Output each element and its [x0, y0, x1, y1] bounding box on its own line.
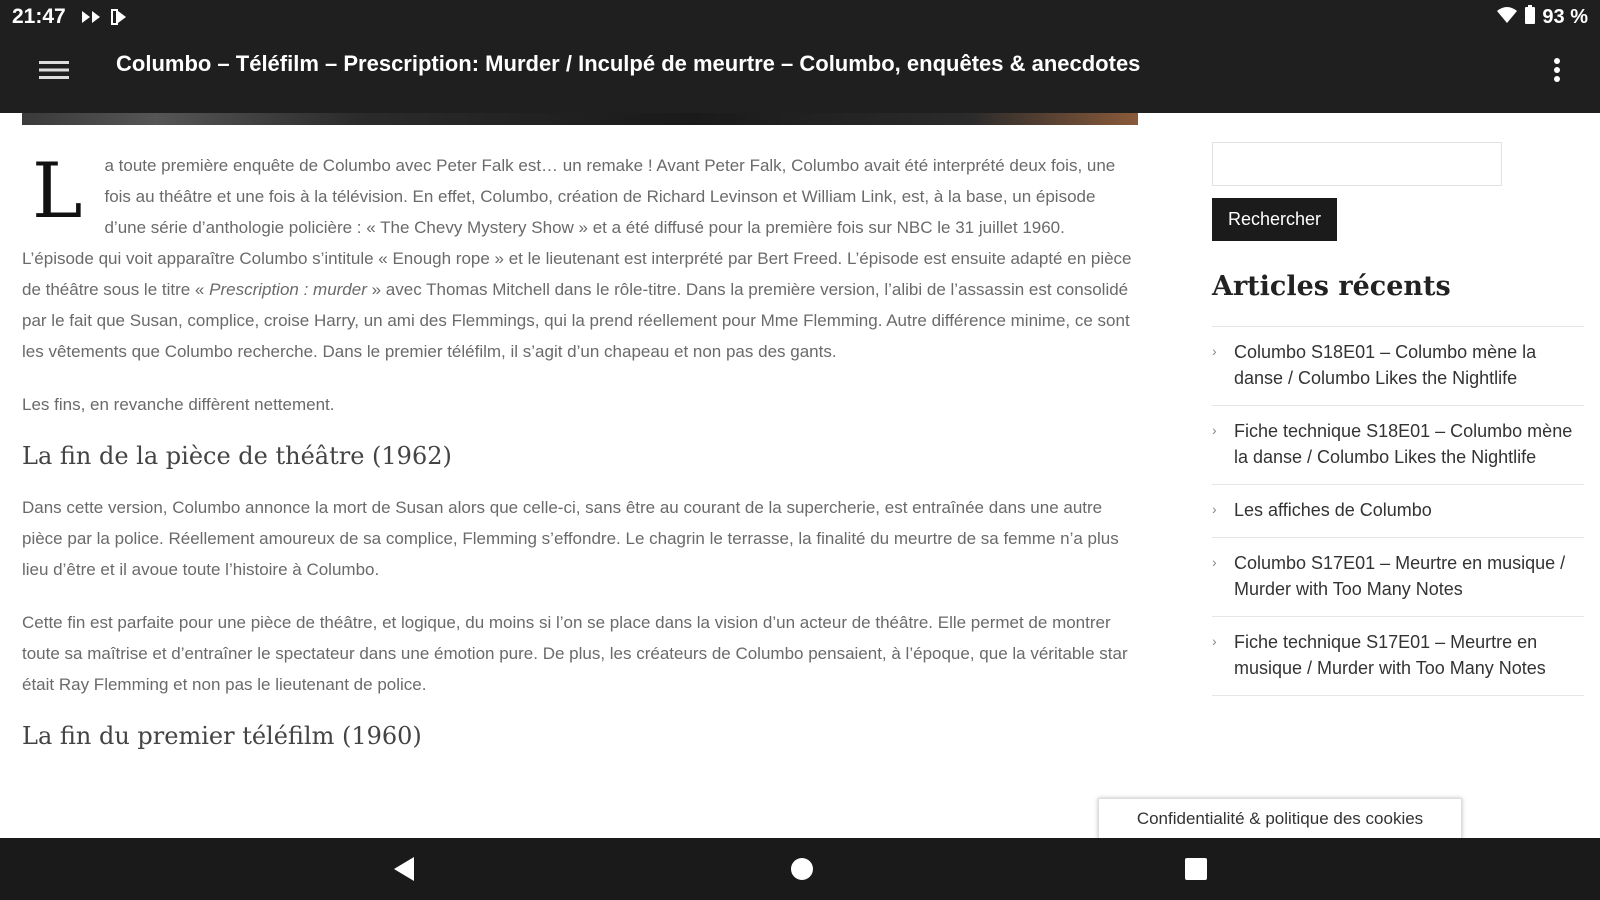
chevron-right-icon: › — [1212, 343, 1217, 359]
notification-icon — [80, 9, 102, 25]
recent-articles-heading: Articles récents — [1212, 271, 1451, 302]
drop-cap: L — [32, 146, 83, 235]
list-item — [1212, 327, 1584, 406]
page-title: Columbo – Téléfilm – Prescription: Murder / Inculpé de meurtre – Columbo, enquêtes & anecdotes — [116, 51, 1141, 76]
home-button[interactable] — [782, 852, 822, 886]
chevron-right-icon: › — [1212, 422, 1217, 438]
chevron-right-icon: › — [1212, 501, 1217, 517]
status-bar — [0, 0, 1600, 34]
hamburger-menu-icon — [39, 59, 69, 81]
search-input[interactable] — [1212, 142, 1502, 186]
list-item — [1212, 538, 1584, 617]
search-button[interactable]: Rechercher — [1212, 198, 1337, 241]
list-item — [1212, 406, 1584, 485]
recents-square-icon — [1184, 857, 1208, 881]
recents-button[interactable] — [1176, 852, 1216, 886]
recent-article-link[interactable]: Columbo S18E01 – Columbo mène la danse / Columbo Likes the Nightlife — [1234, 342, 1537, 388]
battery-percentage: 93 % — [1542, 5, 1588, 28]
recent-article-link[interactable]: Les affiches de Columbo — [1234, 500, 1432, 520]
article-paragraph: L a toute première enquête de Columbo avec Peter Falk est… un remake ! Avant Peter Falk, Columbo avait été interprété deux fois, une fois au théâtre et une fois à la télévision. En effet, Columbo, création de Richard Levinson et William Link, est, à la base, un épisode d’une série d’anthologie policière : « The Chevy Mystery Show » et a été diffusé pour la première fois sur NBC le 31 juillet 1960. L’épisode qui voit apparaître Columbo s’intitule « Enough rope » et le lieutenant est interprété par Bert Freed. L’épisode est ensuite adapté en pièce de théâtre sous le titre « Prescription : murder » avec Thomas Mitchell dans le rôle-titre. Dans la première version, l’alibi de l’assassin est consolidé par le fait que Susan, complice, croise Harry, un ami des Flemmings, qui la prend réellement pour Mme Flemming. Autre différence minime, ce sont les vêtements que Columbo recherche. Dans le premier téléfilm, il s’agit d’un chapeau et non pas des gants. — [22, 146, 1132, 361]
section-heading: La fin de la pièce de théâtre (1962) — [22, 442, 452, 470]
status-time: 21:47 — [12, 5, 66, 28]
list-item — [1212, 617, 1584, 696]
article-paragraph: Les fins, en revanche diffèrent nettement. — [22, 395, 335, 414]
app-bar — [0, 34, 1600, 113]
list-item — [1212, 485, 1584, 538]
article-hero-image — [22, 113, 1138, 125]
more-vertical-icon — [1553, 57, 1561, 83]
recent-article-link[interactable]: Fiche technique S18E01 – Columbo mène la danse / Columbo Likes the Nightlife — [1234, 421, 1573, 467]
article-paragraph: Cette fin est parfaite pour une pièce de théâtre, et logique, du moins si l’on se place dans la vision d’un acteur de théâtre. Elle permet de montrer toute sa maîtrise et d’entraîner le spectateur dans une émotion pure. De plus, les créateurs de Columbo pensaient, à l’époque, que la véritable star était Ray Flemming et non pas le lieutenant de police. — [22, 613, 1128, 694]
overflow-menu-button[interactable] — [1542, 48, 1572, 92]
recent-article-link[interactable]: Columbo S17E01 – Meurtre en musique / Murder with Too Many Notes — [1234, 553, 1566, 599]
chevron-right-icon: › — [1212, 633, 1217, 649]
section-heading: La fin du premier téléfilm (1960) — [22, 722, 422, 750]
battery-icon — [1524, 5, 1536, 30]
home-circle-icon — [789, 856, 815, 882]
recent-articles-list — [1212, 326, 1584, 696]
chevron-right-icon: › — [1212, 554, 1217, 570]
cookie-policy-button[interactable]: Confidentialité & politique des cookies — [1098, 798, 1462, 840]
back-triangle-icon — [392, 856, 416, 882]
back-button[interactable] — [384, 852, 424, 886]
play-store-icon — [110, 8, 128, 26]
article-paragraph: Dans cette version, Columbo annonce la mort de Susan alors que celle-ci, sans être au courant de la supercherie, est entraînée dans une autre pièce par la police. Réellement amoureux de sa complice, Flemming s’effondre. Le chagrin le terrasse, la finalité du meurtre de sa femme n’a plus lieu d’être et il avoue toute l’histoire à Columbo. — [22, 498, 1119, 579]
navigation-bar — [0, 838, 1600, 900]
menu-button[interactable] — [36, 52, 72, 88]
recent-article-link[interactable]: Fiche technique S17E01 – Meurtre en musique / Murder with Too Many Notes — [1234, 632, 1546, 678]
wifi-icon — [1496, 6, 1518, 29]
sidebar — [1212, 142, 1584, 696]
article-content — [22, 146, 1140, 772]
